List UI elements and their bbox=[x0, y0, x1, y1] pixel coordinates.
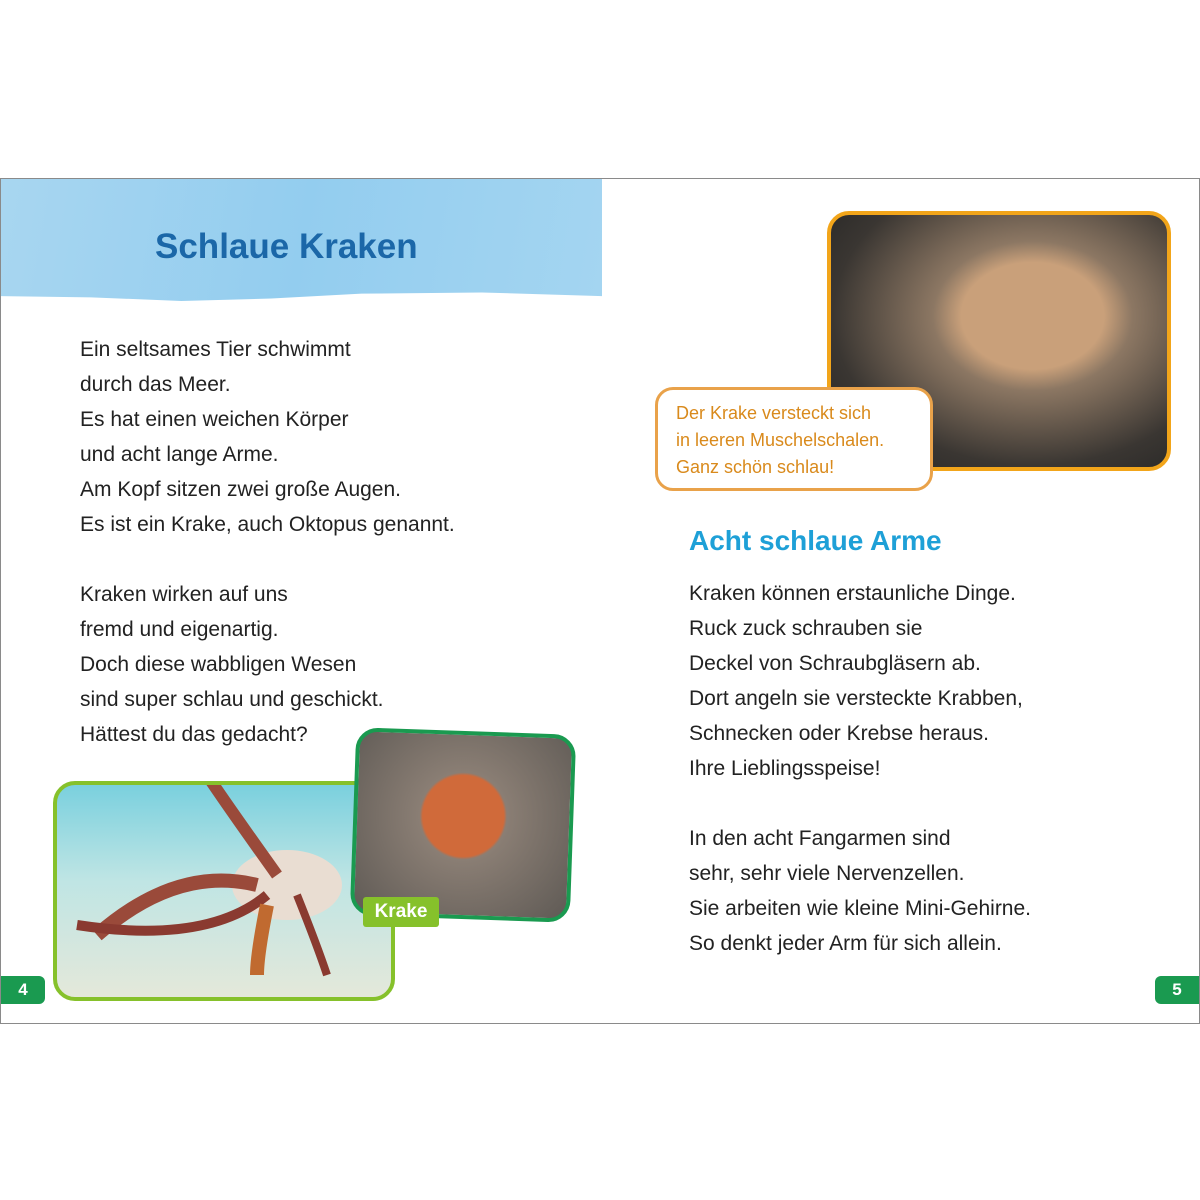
page-number-left: 4 bbox=[1, 976, 45, 1004]
text-line: Es ist ein Krake, auch Oktopus genannt. bbox=[80, 513, 455, 536]
text-line: Ruck zuck schrauben sie bbox=[689, 617, 923, 640]
text-line: Ein seltsames Tier schwimmt bbox=[80, 338, 351, 361]
page-title: Schlaue Kraken bbox=[155, 227, 418, 266]
text-line: Ihre Lieblingsspeise! bbox=[689, 757, 881, 780]
octopus-illustration bbox=[57, 785, 391, 997]
book-spread bbox=[0, 178, 1200, 1024]
octopus-photo-sand bbox=[53, 781, 395, 1001]
section-heading: Acht schlaue Arme bbox=[689, 525, 942, 556]
text-line: So denkt jeder Arm für sich allein. bbox=[689, 932, 1002, 955]
caption-line: Ganz schön schlau! bbox=[676, 457, 835, 477]
text-line: Dort angeln sie versteckte Krabben, bbox=[689, 687, 1023, 710]
text-line: Sie arbeiten wie kleine Mini-Gehirne. bbox=[689, 897, 1031, 920]
text-line: In den acht Fangarmen sind bbox=[689, 827, 951, 850]
caption-line: in leeren Muschelschalen. bbox=[676, 430, 885, 450]
photo-caption bbox=[655, 387, 933, 491]
text-line: Es hat einen weichen Körper bbox=[80, 408, 349, 431]
text-line: fremd und eigenartig. bbox=[80, 618, 279, 641]
text-line: Hättest du das gedacht? bbox=[80, 723, 308, 746]
text-line: und acht lange Arme. bbox=[80, 443, 279, 466]
caption-line: Der Krake versteckt sich bbox=[676, 403, 872, 423]
text-line: Am Kopf sitzen zwei große Augen. bbox=[80, 478, 401, 501]
text-line: sehr, sehr viele Nervenzellen. bbox=[689, 862, 965, 885]
text-line: Kraken können erstaunliche Dinge. bbox=[689, 582, 1016, 605]
text-line: Doch diese wabbligen Wesen bbox=[80, 653, 357, 676]
text-line: sind super schlau und geschickt. bbox=[80, 688, 384, 711]
text-line: Schnecken oder Krebse heraus. bbox=[689, 722, 990, 745]
right-text bbox=[689, 576, 1031, 961]
page-number-right: 5 bbox=[1155, 976, 1199, 1004]
text-line: Deckel von Schraubgläsern ab. bbox=[689, 652, 981, 675]
text-line: Kraken wirken auf uns bbox=[80, 583, 288, 606]
photo-label: Krake bbox=[363, 897, 439, 927]
octopus-photo-reef bbox=[350, 727, 576, 923]
left-text bbox=[80, 332, 455, 752]
text-line: durch das Meer. bbox=[80, 373, 231, 396]
